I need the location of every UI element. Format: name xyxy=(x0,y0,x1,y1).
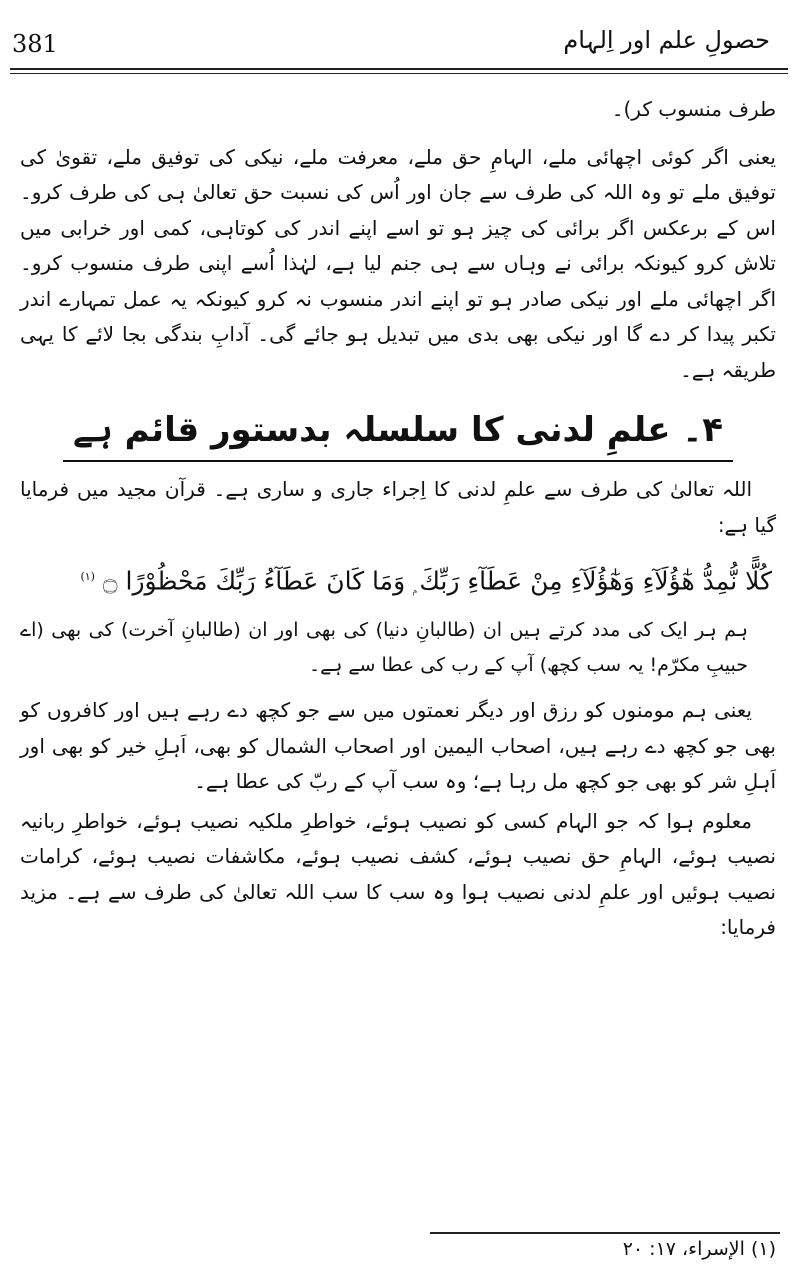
paragraph-commentary: یعنی ہم مومنوں کو رزق اور دیگر نعمتوں میں سے جو کچھ دے رہے ہیں اور کافروں کو بھی جو کچھ دے رہے ہیں، اصحاب الیمین اور اصحاب الشمال کو بھی، اَہلِ خیر کو بھی اور اَہلِ شر کو بھی جو کچھ مل رہا ہے؛ وہ سب آپ کے ربّ کی عطا ہے۔ xyxy=(20,698,776,794)
paragraph-conclusion: معلوم ہوا کہ جو الہام کسی کو نصیب ہوئے، خواطرِ ملکیہ نصیب ہوئے، خواطرِ ربانیہ نصیب ہوئے، الہامِ حق نصیب ہوئے، کشف نصیب ہوئے، مکاشفات نصیب ہوئے، کرامات نصیب ہوئیں اور علمِ لدنی نصیب ہوا وہ سب کا سب اللہ تعالیٰ کی طرف سے ہے۔ مزید فرمایا: xyxy=(20,808,776,940)
header-divider xyxy=(10,68,788,70)
quran-verse xyxy=(20,553,776,605)
page-number: 381 xyxy=(12,30,58,58)
paragraph-explanation: یعنی اگر کوئی اچھائی ملے، الہامِ حق ملے، معرفت ملے، نیکی کی توفیق ملے، تقویٰ کی توفیق ملے تو وہ اللہ کی طرف سے جان اور اُس کی نسبت حق تعالیٰ ہی کی طرف کرو۔ اس کے برعکس اگر برائی کی چیز ہو تو اسے اپنے اندر کی کوتاہی، کمی اور خرابی میں تلاش کرو کیونکہ برائی نے وہاں سے ہی جنم لیا ہے، لہٰذا اُسے اپنی طرف منسوب کرو۔ اگر اچھائی ملے اور نیکی صادر ہو تو اپنے اندر منسوب نہ کرو کیونکہ یہ عمل تمہارے اندر تکبر پیدا کر دے گا اور نیکی بھی بدی میں تبدیل ہو جائے گی۔ آدابِ بندگی بجا لائے کا یہی طریقہ ہے۔ xyxy=(20,144,776,382)
paragraph-continuation: طرف منسوب کر)۔ xyxy=(611,97,776,121)
page-body xyxy=(20,92,776,950)
header-divider-thin xyxy=(10,73,788,74)
footnote: (۱) الإسراء، ۱۷: ۲۰ xyxy=(622,1238,776,1260)
verse-translation: ہم ہر ایک کی مدد کرتے ہیں ان (طالبانِ دنیا) کی بھی اور ان (طالبانِ آخرت) کی بھی (اے حبیبِ مکرّم! یہ سب کچھ) آپ کے رب کی عطا سے ہے۔ xyxy=(20,619,748,677)
footnote-divider xyxy=(430,1232,780,1234)
quran-verse-text: كُلًّا نُّمِدُّ هٰٓؤُلَآءِ وَهٰٓؤُلَآءِ مِنْ عَطَآءِ رَبِّكَ ۭ وَمَا كَانَ عَطَآءُ رَبِّكَ مَحْظُوْرًا ۝ xyxy=(102,566,772,596)
running-title: حصولِ علم اور اِلہام xyxy=(563,26,770,54)
footnote-reference: (۱) xyxy=(80,570,95,583)
section-heading: ۴۔ علمِ لدنی کا سلسلہ بدستور قائم ہے xyxy=(63,402,733,462)
section-heading-wrap xyxy=(20,402,776,462)
paragraph-intro: اللہ تعالیٰ کی طرف سے علمِ لدنی کا اِجراء جاری و ساری ہے۔ قرآن مجید میں فرمایا گیا ہے: xyxy=(20,477,776,537)
page-header xyxy=(0,22,798,72)
